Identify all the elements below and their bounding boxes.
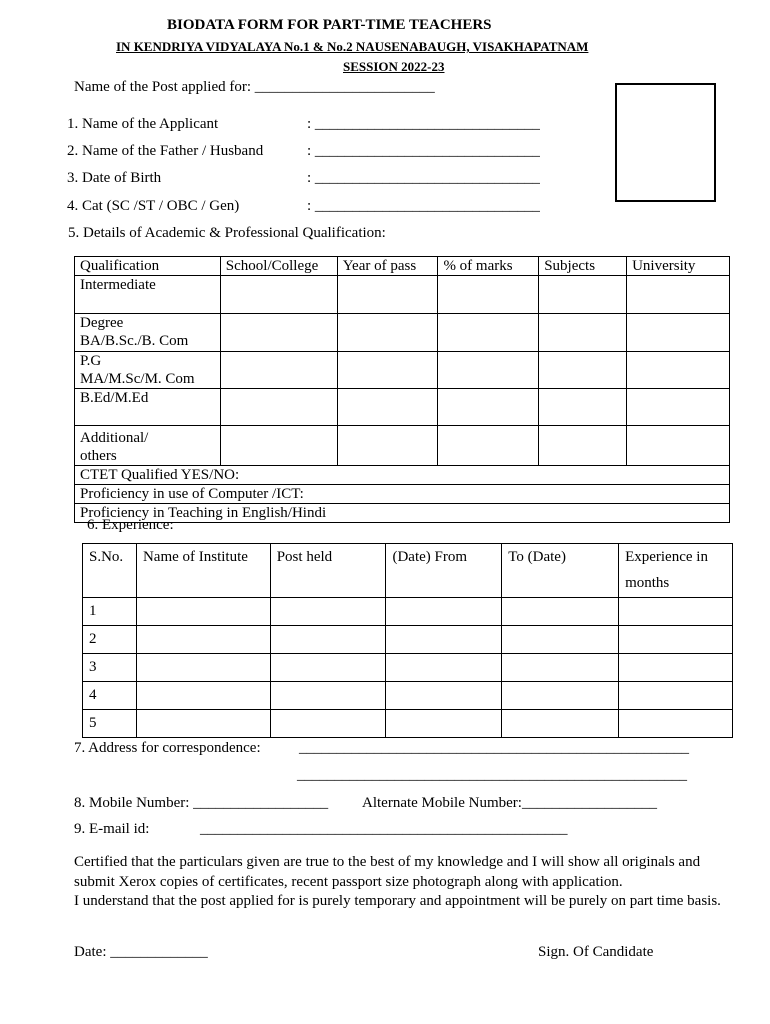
qualification-full-row bbox=[75, 466, 730, 485]
experience-table bbox=[82, 543, 733, 738]
table-cell[interactable] bbox=[220, 276, 337, 314]
table-cell[interactable] bbox=[220, 314, 337, 352]
field-label-father: 2. Name of the Father / Husband bbox=[67, 143, 264, 159]
experience-row bbox=[83, 626, 733, 654]
table-cell[interactable] bbox=[539, 314, 627, 352]
col-header-experience: Experience in months bbox=[619, 544, 733, 598]
table-cell[interactable] bbox=[627, 314, 730, 352]
experience-row bbox=[83, 598, 733, 626]
qualification-label: P.G MA/M.Sc/M. Com bbox=[75, 352, 221, 389]
table-cell[interactable] bbox=[337, 426, 438, 466]
table-cell[interactable] bbox=[337, 276, 438, 314]
table-cell[interactable] bbox=[337, 389, 438, 426]
table-cell[interactable] bbox=[220, 352, 337, 389]
qualification-row bbox=[75, 389, 730, 426]
table-cell[interactable] bbox=[539, 389, 627, 426]
table-cell[interactable] bbox=[386, 710, 502, 738]
experience-row bbox=[83, 654, 733, 682]
field-blank-dob: : ______________________________ bbox=[307, 170, 540, 186]
table-cell[interactable] bbox=[627, 426, 730, 466]
date-field[interactable]: Date: _____________ bbox=[74, 944, 208, 960]
table-cell[interactable] bbox=[502, 654, 619, 682]
col-header-year: Year of pass bbox=[337, 257, 438, 276]
table-cell[interactable] bbox=[386, 626, 502, 654]
qualification-table bbox=[74, 256, 730, 523]
table-cell[interactable] bbox=[438, 352, 539, 389]
qualification-row bbox=[75, 426, 730, 466]
table-cell[interactable] bbox=[619, 626, 733, 654]
experience-row bbox=[83, 710, 733, 738]
qualification-label: B.Ed/M.Ed bbox=[75, 389, 221, 426]
table-cell[interactable] bbox=[539, 276, 627, 314]
table-cell[interactable] bbox=[136, 626, 270, 654]
table-cell[interactable] bbox=[136, 682, 270, 710]
table-cell[interactable] bbox=[627, 389, 730, 426]
col-header-institute: Name of Institute bbox=[136, 544, 270, 598]
certification-paragraph-2: I understand that the post applied for is purely temporary and appointment will be purely on part time basis. bbox=[74, 893, 721, 909]
table-cell[interactable] bbox=[136, 598, 270, 626]
mobile-number-field[interactable]: 8. Mobile Number: __________________ bbox=[74, 795, 329, 811]
table-cell[interactable] bbox=[438, 276, 539, 314]
col-header-subjects: Subjects bbox=[539, 257, 627, 276]
field-label-category: 4. Cat (SC /ST / OBC / Gen) bbox=[67, 198, 240, 214]
qualification-row bbox=[75, 276, 730, 314]
table-cell[interactable] bbox=[619, 654, 733, 682]
address-label: 7. Address for correspondence: bbox=[74, 740, 261, 756]
table-cell[interactable] bbox=[270, 654, 386, 682]
session-label: SESSION 2022-23 bbox=[343, 59, 445, 74]
col-header-to: To (Date) bbox=[502, 544, 619, 598]
institution-name: IN KENDRIYA VIDYALAYA No.1 & No.2 NAUSENABAUGH, VISAKHAPATNAM bbox=[116, 39, 589, 54]
row-number: 1 bbox=[83, 598, 137, 626]
alternate-mobile-field[interactable]: Alternate Mobile Number:__________________ bbox=[362, 795, 657, 811]
signature-label: Sign. Of Candidate bbox=[538, 944, 654, 960]
table-cell[interactable] bbox=[539, 426, 627, 466]
row-number: 5 bbox=[83, 710, 137, 738]
table-cell[interactable] bbox=[502, 598, 619, 626]
col-header-marks: % of marks bbox=[438, 257, 539, 276]
field-label-dob: 3. Date of Birth bbox=[67, 170, 162, 186]
table-cell[interactable] bbox=[270, 682, 386, 710]
table-cell[interactable] bbox=[270, 626, 386, 654]
table-cell[interactable] bbox=[136, 654, 270, 682]
table-cell[interactable] bbox=[619, 710, 733, 738]
qualification-full-row bbox=[75, 485, 730, 504]
col-header-university: University bbox=[627, 257, 730, 276]
certification-text bbox=[74, 853, 738, 912]
table-cell[interactable] bbox=[270, 598, 386, 626]
table-cell[interactable] bbox=[270, 710, 386, 738]
field-blank-father: : ______________________________ bbox=[307, 143, 540, 159]
table-cell[interactable] bbox=[337, 352, 438, 389]
row-number: 2 bbox=[83, 626, 137, 654]
qualification-row bbox=[75, 352, 730, 389]
field-blank-category: : ______________________________ bbox=[307, 198, 540, 214]
qualification-row bbox=[75, 314, 730, 352]
teaching-proficiency-row[interactable]: Proficiency in Teaching in English/Hindi bbox=[75, 504, 730, 523]
ctet-qualified-row[interactable]: CTET Qualified YES/NO: bbox=[75, 466, 730, 485]
email-field[interactable]: _________________________________________________ bbox=[200, 821, 568, 837]
field-label-applicant: 1. Name of the Applicant bbox=[67, 116, 219, 132]
experience-heading: 6. Experience: bbox=[87, 517, 174, 533]
email-label: 9. E-mail id: bbox=[74, 821, 150, 837]
table-cell[interactable] bbox=[619, 682, 733, 710]
col-header-school: School/College bbox=[220, 257, 337, 276]
address-line-2[interactable]: ____________________________________________________ bbox=[297, 767, 687, 783]
table-cell[interactable] bbox=[220, 389, 337, 426]
table-cell[interactable] bbox=[619, 598, 733, 626]
table-cell[interactable] bbox=[502, 710, 619, 738]
table-cell[interactable] bbox=[136, 710, 270, 738]
table-cell[interactable] bbox=[386, 654, 502, 682]
table-cell[interactable] bbox=[539, 352, 627, 389]
table-cell[interactable] bbox=[386, 598, 502, 626]
experience-header-row bbox=[83, 544, 733, 598]
table-cell[interactable] bbox=[337, 314, 438, 352]
table-cell[interactable] bbox=[438, 389, 539, 426]
qualification-heading: 5. Details of Academic & Professional Qualification: bbox=[68, 225, 386, 241]
field-blank-applicant: : ______________________________ bbox=[307, 116, 540, 132]
col-header-post: Post held bbox=[270, 544, 386, 598]
qualification-label: Additional/ others bbox=[75, 426, 221, 466]
qualification-label: Intermediate bbox=[75, 276, 221, 314]
col-header-sno: S.No. bbox=[83, 544, 137, 598]
table-cell[interactable] bbox=[220, 426, 337, 466]
certification-paragraph-1: Certified that the particulars given are true to the best of my knowledge and I will show all originals and submit Xerox copies of certificates, recent passport size photograph along with application. bbox=[74, 854, 701, 890]
row-number: 4 bbox=[83, 682, 137, 710]
computer-proficiency-row[interactable]: Proficiency in use of Computer /ICT: bbox=[75, 485, 730, 504]
col-header-qualification: Qualification bbox=[75, 257, 221, 276]
row-number: 3 bbox=[83, 654, 137, 682]
table-cell[interactable] bbox=[386, 682, 502, 710]
address-line-1[interactable]: ____________________________________________________ bbox=[299, 740, 689, 756]
table-cell[interactable] bbox=[502, 682, 619, 710]
qualification-header-row bbox=[75, 257, 730, 276]
table-cell[interactable] bbox=[627, 352, 730, 389]
experience-row bbox=[83, 682, 733, 710]
table-cell[interactable] bbox=[627, 276, 730, 314]
qualification-label: Degree BA/B.Sc./B. Com bbox=[75, 314, 221, 352]
table-cell[interactable] bbox=[438, 314, 539, 352]
table-cell[interactable] bbox=[438, 426, 539, 466]
post-applied-field: Name of the Post applied for: ________________________ bbox=[74, 79, 435, 95]
photo-box bbox=[615, 83, 716, 202]
form-title: BIODATA FORM FOR PART-TIME TEACHERS bbox=[167, 17, 492, 33]
table-cell[interactable] bbox=[502, 626, 619, 654]
col-header-from: (Date) From bbox=[386, 544, 502, 598]
